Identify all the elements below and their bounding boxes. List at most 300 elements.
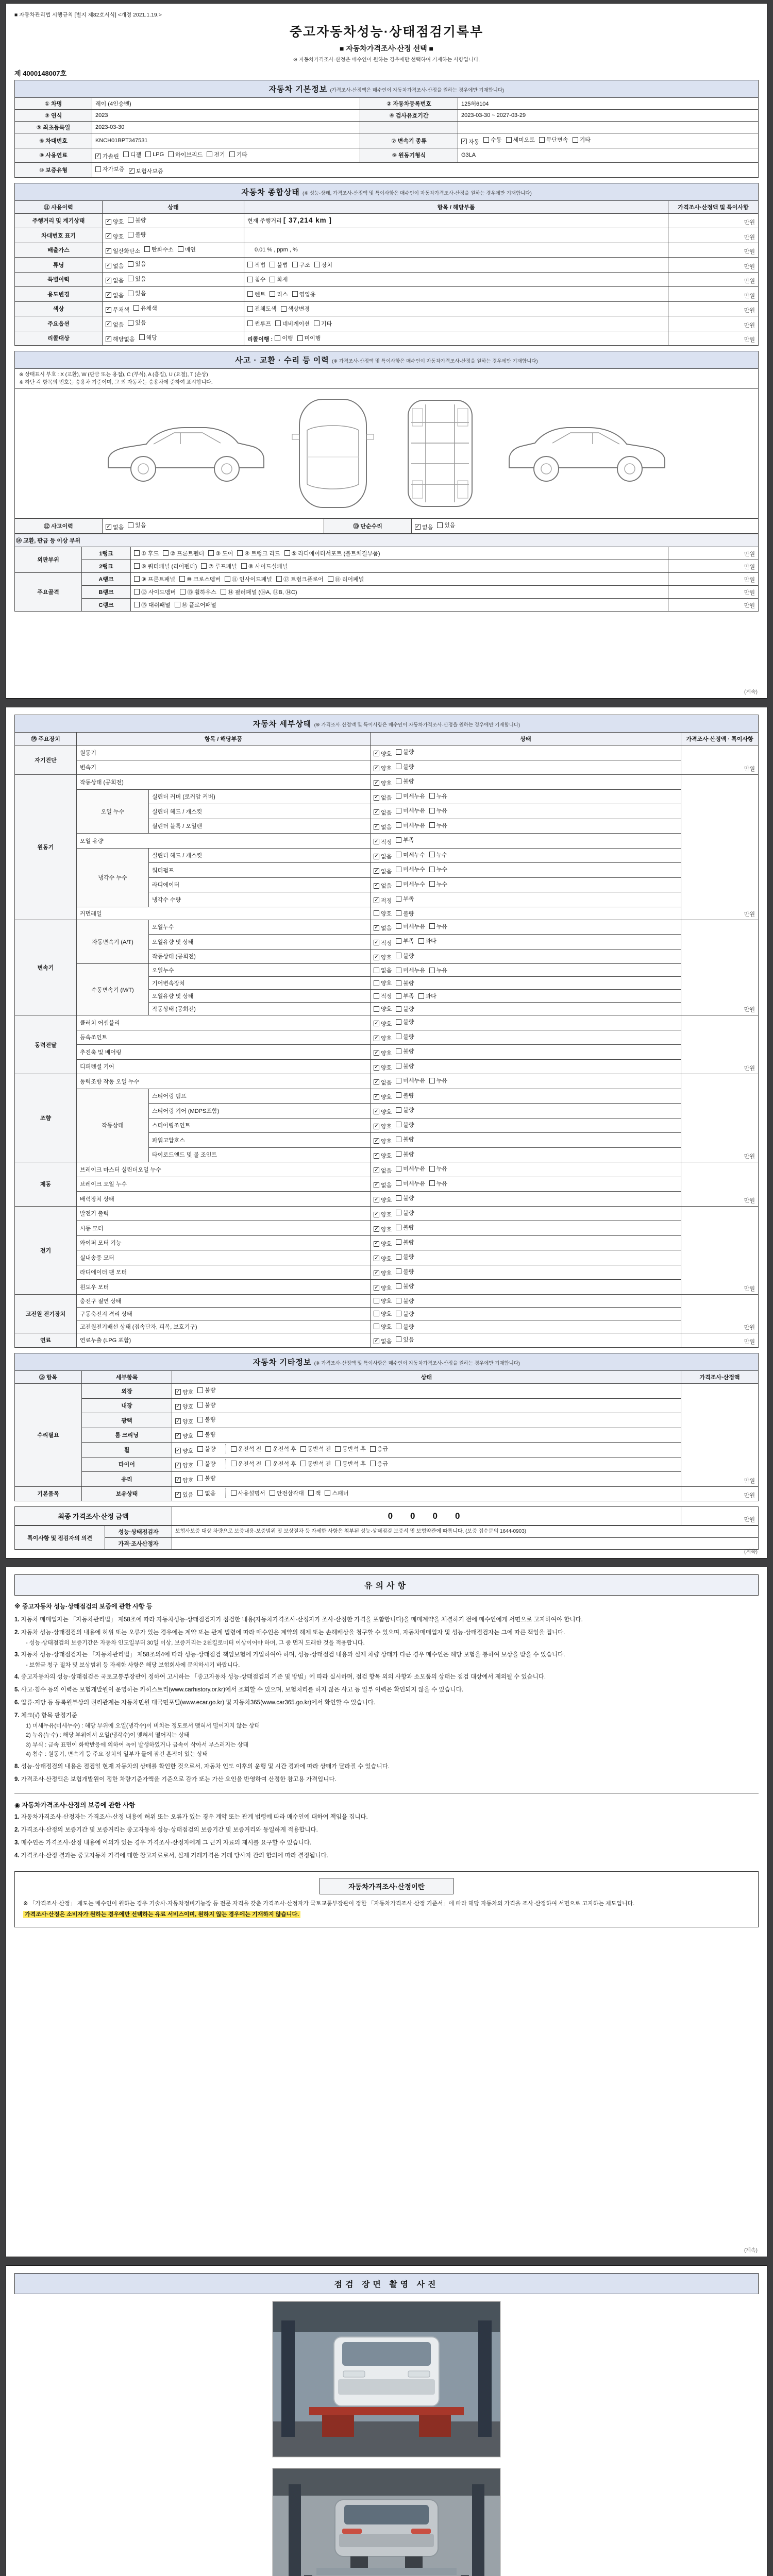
checkbox-label: 해당 xyxy=(146,334,157,341)
checkbox-option[interactable] xyxy=(123,150,141,159)
checkbox-option[interactable] xyxy=(396,1121,414,1129)
checkbox-label: 양호 xyxy=(381,1138,392,1145)
checkbox-label: 양호 xyxy=(381,1197,392,1204)
checkbox-option[interactable] xyxy=(197,1430,215,1438)
checkbox-box-icon xyxy=(396,1283,401,1289)
notes-warranty xyxy=(14,1793,759,1860)
checkbox-option[interactable] xyxy=(429,806,447,815)
checkbox-option[interactable] xyxy=(374,1122,392,1130)
checkbox-box-icon: ✓ xyxy=(374,1255,379,1261)
checkbox-option[interactable] xyxy=(396,992,414,1000)
checkbox-option[interactable] xyxy=(429,865,447,873)
checkbox-option[interactable] xyxy=(106,320,124,329)
item-cell: 오일누수 xyxy=(149,920,371,935)
checkbox-label: ⑬ 휠하우스 xyxy=(187,589,216,596)
column-header: 가격조사·산정액 xyxy=(681,1371,758,1384)
checkbox-option[interactable] xyxy=(128,318,146,327)
checkbox-option[interactable] xyxy=(134,562,197,570)
checkbox-option[interactable] xyxy=(139,333,157,342)
checkbox-option[interactable] xyxy=(418,937,436,945)
checkbox-option[interactable] xyxy=(506,135,535,144)
status-cell xyxy=(172,1486,681,1501)
item-cell: 발전기 출력 xyxy=(77,1206,371,1221)
device-label: 연료 xyxy=(15,1333,77,1348)
checkbox-option[interactable] xyxy=(180,588,216,596)
checkbox-option[interactable] xyxy=(415,523,433,531)
checkbox-option[interactable] xyxy=(95,152,119,160)
checkbox-option[interactable] xyxy=(175,1476,193,1484)
checkbox-option[interactable] xyxy=(374,1063,392,1072)
checkbox-option[interactable] xyxy=(396,1164,425,1173)
checkbox-box-icon: ✓ xyxy=(374,838,379,844)
checkbox-option[interactable] xyxy=(168,150,203,159)
checkbox-label: 불량 xyxy=(403,1311,414,1317)
checkbox-option[interactable] xyxy=(374,867,392,875)
checkbox-option[interactable] xyxy=(106,291,124,299)
checkbox-option[interactable] xyxy=(275,319,310,328)
checkbox-label: ⑪ 인사이드패널 xyxy=(232,576,272,583)
checkbox-option[interactable] xyxy=(134,549,159,557)
checkbox-option[interactable] xyxy=(374,1137,392,1145)
checkbox-option[interactable] xyxy=(374,823,392,831)
checkbox-option[interactable] xyxy=(197,1386,215,1394)
checkbox-option[interactable] xyxy=(429,851,447,859)
checkbox-option[interactable] xyxy=(175,1461,193,1469)
checkbox-option[interactable] xyxy=(396,836,414,844)
checkbox-option[interactable] xyxy=(370,1445,388,1453)
field-value xyxy=(92,148,360,163)
checkbox-option[interactable] xyxy=(247,261,265,269)
checkbox-option[interactable] xyxy=(374,1323,392,1331)
checkbox-option[interactable] xyxy=(247,304,277,313)
checkbox-box-icon xyxy=(247,262,253,267)
checkbox-option[interactable] xyxy=(281,304,310,313)
checkbox-option[interactable] xyxy=(175,1490,193,1499)
checkbox-label: 기타 xyxy=(321,320,332,327)
mileage-value: [ 37,214 km ] xyxy=(283,216,332,225)
checkbox-option[interactable] xyxy=(374,1337,392,1345)
document-number: 제 4000148007호 xyxy=(14,70,67,77)
checkbox-option[interactable] xyxy=(539,135,568,144)
checkbox-option[interactable] xyxy=(396,1238,414,1246)
checkbox-option[interactable] xyxy=(284,549,380,557)
checkbox-option[interactable] xyxy=(374,1034,392,1042)
checkbox-label: 불량 xyxy=(403,1298,414,1304)
panel-parts xyxy=(131,560,668,572)
checkbox-option[interactable] xyxy=(314,261,332,269)
checkbox-option[interactable] xyxy=(374,838,392,846)
checkbox-label: 운전석 전 xyxy=(238,1446,262,1452)
device-label: 자기진단 xyxy=(15,745,77,775)
checkbox-option[interactable] xyxy=(374,939,392,947)
checkbox-option[interactable] xyxy=(178,245,196,253)
checkbox-option[interactable] xyxy=(175,601,216,609)
usage-history-label: 리콜대상 xyxy=(15,331,103,346)
checkbox-box-icon: ✓ xyxy=(374,1182,379,1188)
checkbox-option[interactable] xyxy=(270,261,288,269)
checkbox-option[interactable] xyxy=(106,335,135,343)
checkbox-option[interactable] xyxy=(396,1047,414,1055)
checkbox-box-icon xyxy=(134,550,140,556)
warranty-title: ◉ 자동차가격조사·산정의 보증에 관한 사항 xyxy=(14,1793,759,1809)
device-label: 동력전달 xyxy=(15,1015,77,1074)
status-cell xyxy=(371,1177,681,1192)
checkbox-option[interactable] xyxy=(374,979,392,987)
checkbox-option[interactable] xyxy=(429,821,447,829)
checkbox-option[interactable] xyxy=(396,1267,414,1276)
checkbox-label: 디젤 xyxy=(130,151,142,158)
checkbox-option[interactable] xyxy=(175,1447,193,1455)
checkbox-option[interactable] xyxy=(374,882,392,890)
status-cell xyxy=(371,760,681,775)
checkbox-label: 없음 xyxy=(422,524,433,531)
checkbox-option[interactable] xyxy=(374,924,392,932)
checkbox-box-icon xyxy=(175,602,180,607)
checkbox-option[interactable] xyxy=(335,1460,366,1468)
checkbox-option[interactable] xyxy=(208,549,233,557)
status-cell xyxy=(371,1250,681,1265)
checkbox-option[interactable] xyxy=(396,1179,425,1188)
checkbox-box-icon xyxy=(314,262,320,267)
checkbox-option[interactable] xyxy=(374,1284,392,1292)
checkbox-option[interactable] xyxy=(396,821,425,829)
checkbox-label: 불량 xyxy=(403,953,414,959)
checkbox-option[interactable] xyxy=(144,245,174,253)
checkbox-box-icon xyxy=(134,576,140,582)
checkbox-option[interactable] xyxy=(328,575,364,583)
checkbox-option[interactable] xyxy=(197,1460,215,1468)
checkbox-option[interactable] xyxy=(396,851,425,859)
checkbox-option[interactable] xyxy=(429,880,447,888)
checkbox-option[interactable] xyxy=(106,262,124,270)
checkbox-option[interactable] xyxy=(396,1282,414,1290)
checkbox-box-icon xyxy=(145,151,151,157)
checkbox-option[interactable] xyxy=(197,1489,215,1497)
checkbox-option[interactable] xyxy=(374,1020,392,1028)
checkbox-option[interactable] xyxy=(335,1445,366,1453)
emission-values: 0.01 % , ppm , % xyxy=(255,247,298,253)
checkbox-option[interactable] xyxy=(106,306,129,314)
checkbox-label: 미세누수 xyxy=(403,867,425,873)
status-cell xyxy=(371,1015,681,1030)
checkbox-option[interactable] xyxy=(275,334,293,342)
checkbox-option[interactable] xyxy=(429,966,447,974)
checkbox-option[interactable] xyxy=(429,922,447,930)
checkbox-option[interactable] xyxy=(483,135,501,144)
field-value xyxy=(92,163,759,178)
checkbox-box-icon xyxy=(396,881,401,887)
checkbox-option[interactable] xyxy=(396,1032,414,1041)
checkbox-box-icon xyxy=(128,291,133,296)
field-label: ⑩ 보증유형 xyxy=(15,163,92,178)
checkbox-option[interactable] xyxy=(396,792,425,800)
checkbox-option[interactable] xyxy=(396,922,425,930)
checkbox-option[interactable] xyxy=(128,216,146,224)
checkbox-option[interactable] xyxy=(374,896,392,905)
checkbox-option[interactable] xyxy=(396,1297,414,1305)
column-header: 상태 xyxy=(371,733,681,745)
status-cell xyxy=(172,1413,681,1428)
checkbox-option[interactable] xyxy=(175,1402,193,1411)
checkbox-option[interactable] xyxy=(231,1445,262,1453)
checkbox-option[interactable] xyxy=(374,1151,392,1160)
checkbox-option[interactable] xyxy=(106,247,140,255)
checkbox-option[interactable] xyxy=(276,575,324,583)
checkbox-option[interactable] xyxy=(396,894,414,903)
checkbox-option[interactable] xyxy=(374,1181,392,1189)
checkbox-option[interactable] xyxy=(374,750,392,758)
checkbox-option[interactable] xyxy=(247,290,265,298)
checkbox-option[interactable] xyxy=(396,937,414,945)
checkbox-option[interactable] xyxy=(314,319,332,328)
checkbox-option[interactable] xyxy=(128,230,146,239)
checkbox-option[interactable] xyxy=(374,1049,392,1057)
price-cell: 만원 xyxy=(668,258,758,273)
checkbox-box-icon xyxy=(429,793,435,799)
checkbox-option[interactable] xyxy=(396,1150,414,1158)
checkbox-option[interactable] xyxy=(197,1445,215,1453)
checkbox-option[interactable] xyxy=(418,992,436,1000)
checkbox-option[interactable] xyxy=(292,290,316,298)
status-cell xyxy=(371,789,681,804)
checkbox-option[interactable] xyxy=(163,549,204,557)
checkbox-box-icon xyxy=(197,1431,203,1437)
etc-item-label: 룸 크리닝 xyxy=(82,1428,172,1443)
status-cell xyxy=(371,1030,681,1045)
checkbox-option[interactable] xyxy=(396,1194,414,1202)
checkbox-option[interactable] xyxy=(396,1310,414,1318)
checkbox-option[interactable] xyxy=(396,1106,414,1114)
checkbox-option[interactable] xyxy=(396,762,414,771)
checkbox-box-icon xyxy=(429,923,435,929)
checkbox-option[interactable] xyxy=(374,852,392,860)
field-value: G3LA xyxy=(458,148,759,163)
checkbox-option[interactable] xyxy=(325,1489,348,1497)
checkbox-option[interactable] xyxy=(231,1460,262,1468)
checkbox-label: ⑧ 사이드실패널 xyxy=(248,563,288,570)
appraiser-label: 가격·조사산정자 xyxy=(105,1538,172,1550)
checkbox-option[interactable] xyxy=(396,1062,414,1070)
checkbox-option[interactable] xyxy=(241,562,288,570)
checkbox-option[interactable] xyxy=(374,1108,392,1116)
checkbox-label: 불량 xyxy=(403,1137,414,1143)
checkbox-option[interactable] xyxy=(374,1166,392,1175)
checkbox-label: 없음 xyxy=(381,854,392,860)
checkbox-option[interactable] xyxy=(374,1005,392,1013)
checkbox-option[interactable] xyxy=(374,1093,392,1101)
checkbox-option[interactable] xyxy=(396,1252,414,1261)
checkbox-label: 양호 xyxy=(381,1298,392,1304)
checkbox-option[interactable] xyxy=(237,549,280,557)
checkbox-box-icon: ✓ xyxy=(129,167,134,174)
checkbox-option[interactable] xyxy=(396,952,414,960)
column-header: ⑯ 항목 xyxy=(15,1371,82,1384)
checkbox-option[interactable] xyxy=(374,793,392,802)
checkbox-option[interactable] xyxy=(201,562,237,570)
checkbox-option[interactable] xyxy=(396,1335,414,1344)
checkbox-option[interactable] xyxy=(300,1460,331,1468)
checkbox-label: 과다 xyxy=(425,993,436,999)
checkbox-option[interactable] xyxy=(374,1240,392,1248)
checkbox-option[interactable] xyxy=(133,304,157,312)
checkbox-option[interactable] xyxy=(374,1310,392,1318)
checkbox-option[interactable] xyxy=(374,1269,392,1277)
checkbox-option[interactable] xyxy=(396,1005,414,1013)
checkbox-option[interactable] xyxy=(145,151,164,158)
device-label: 전기 xyxy=(15,1206,77,1294)
checkbox-label: 불량 xyxy=(403,1122,414,1128)
checkbox-option[interactable] xyxy=(134,601,171,609)
checkbox-option[interactable] xyxy=(374,1255,392,1263)
checkbox-option[interactable] xyxy=(396,880,425,888)
checkbox-option[interactable] xyxy=(95,165,125,173)
notes-lead: ※ 중고자동차 성능·상태점검의 보증에 관한 사항 등 xyxy=(14,1603,153,1610)
checkbox-option[interactable] xyxy=(128,275,146,283)
checkbox-label: ⑨ 프론트패널 xyxy=(141,576,176,583)
checkbox-label: 양호 xyxy=(381,1241,392,1247)
checkbox-option[interactable] xyxy=(573,135,591,144)
checkbox-option[interactable] xyxy=(229,150,247,159)
checkbox-option[interactable] xyxy=(396,748,414,756)
definition-line: ※ 「가격조사·산정」 제도는 매수인이 원하는 경우 기술사·자동차정비기능장 등 전문 자격을 갖춘 가격조사·산정자가 국토교통부장관이 정한 「자동차가격조사·산정 기준서」에 따라 해당 자동차의 가격을 조사·산정하여 서면으로 고지하는 제도입니다. xyxy=(23,1900,635,1907)
status-cell xyxy=(103,243,244,258)
checkbox-option[interactable] xyxy=(297,334,321,342)
status-cell xyxy=(371,848,681,863)
checkbox-option[interactable] xyxy=(396,777,414,785)
checkbox-option[interactable] xyxy=(179,575,221,583)
checkbox-option[interactable] xyxy=(175,1432,193,1440)
checkbox-option[interactable] xyxy=(396,1223,414,1231)
checkbox-option[interactable] xyxy=(106,276,124,284)
checkbox-option[interactable] xyxy=(374,764,392,772)
checkbox-label: 양호 xyxy=(381,1094,392,1100)
field-label xyxy=(360,122,458,133)
checkbox-option[interactable] xyxy=(270,275,288,283)
checkbox-option[interactable] xyxy=(370,1460,388,1468)
checkbox-option[interactable] xyxy=(308,1489,321,1497)
checkbox-label: 스패너 xyxy=(332,1490,349,1497)
price-cell: 만원 xyxy=(681,745,759,775)
checkbox-option[interactable] xyxy=(175,1388,193,1396)
status-cell xyxy=(371,1147,681,1162)
checkbox-option[interactable] xyxy=(374,909,392,918)
checkbox-option[interactable] xyxy=(270,290,288,298)
checkbox-option[interactable] xyxy=(396,966,425,974)
checkbox-option[interactable] xyxy=(374,1297,392,1305)
checkbox-label: 동반석 후 xyxy=(342,1461,366,1467)
checkbox-option[interactable] xyxy=(265,1460,296,1468)
checkbox-option[interactable] xyxy=(396,806,425,815)
checkbox-option[interactable] xyxy=(292,261,310,269)
definition-box-body xyxy=(23,1900,750,1920)
status-cell xyxy=(371,819,681,834)
checkbox-option[interactable] xyxy=(396,909,414,918)
checkbox-option[interactable] xyxy=(374,1078,392,1087)
field-label: ① 차명 xyxy=(15,98,92,110)
checkbox-option[interactable] xyxy=(247,319,271,328)
checkbox-option[interactable] xyxy=(396,1091,414,1099)
checkbox-option[interactable] xyxy=(374,966,392,974)
checkbox-option[interactable] xyxy=(128,260,146,268)
column-header: ⑪ 사용이력 xyxy=(15,200,103,213)
checkbox-label: 침수 xyxy=(255,277,266,283)
checkbox-option[interactable] xyxy=(300,1445,331,1453)
checkbox-box-icon xyxy=(133,305,139,311)
checkbox-option[interactable] xyxy=(374,992,392,1000)
etc-item-label: 보유상태 xyxy=(82,1486,172,1501)
checkbox-option[interactable] xyxy=(374,1196,392,1204)
checkbox-box-icon xyxy=(128,261,133,267)
checkbox-option[interactable] xyxy=(396,1135,414,1143)
checkbox-box-icon xyxy=(506,137,512,143)
checkbox-option[interactable] xyxy=(231,1489,265,1497)
checkbox-label: 부족 xyxy=(403,993,414,999)
checkbox-option[interactable] xyxy=(374,1210,392,1218)
checkbox-option[interactable] xyxy=(270,1489,304,1497)
checkbox-label: ⑯ 플로어패널 xyxy=(181,602,216,608)
checkbox-box-icon: ✓ xyxy=(415,523,420,530)
checkbox-option[interactable] xyxy=(374,1225,392,1233)
checkbox-option[interactable] xyxy=(429,1164,447,1173)
checkbox-option[interactable] xyxy=(106,523,124,531)
checkbox-option[interactable] xyxy=(128,289,146,297)
checkbox-option[interactable] xyxy=(207,150,225,159)
checkbox-option[interactable] xyxy=(374,953,392,961)
checkbox-option[interactable] xyxy=(396,1209,414,1217)
checkbox-option[interactable] xyxy=(396,1076,425,1084)
checkbox-option[interactable] xyxy=(134,588,176,596)
checkbox-option[interactable] xyxy=(247,275,265,283)
checkbox-option[interactable] xyxy=(128,521,146,529)
checkbox-option[interactable] xyxy=(396,1323,414,1331)
checkbox-option[interactable] xyxy=(106,232,124,241)
checkbox-option[interactable] xyxy=(129,167,163,175)
checkbox-option[interactable] xyxy=(374,779,392,787)
appraiser-opinion-text xyxy=(172,1538,759,1550)
item-cell: 충전구 절연 상태 xyxy=(77,1294,371,1307)
checkbox-option[interactable] xyxy=(437,521,455,529)
item-cell: 워터펌프 xyxy=(149,863,371,878)
checkbox-box-icon: ✓ xyxy=(106,262,111,268)
checkbox-option[interactable] xyxy=(396,865,425,873)
checkbox-label: 양호 xyxy=(381,1036,392,1042)
checkbox-label: 동반석 후 xyxy=(342,1446,366,1452)
item-cell: 오일유량 및 상태 xyxy=(149,935,371,950)
checkbox-option[interactable] xyxy=(221,588,297,596)
checkbox-option[interactable] xyxy=(106,217,124,226)
price-cell: 만원 xyxy=(681,1015,759,1074)
rank-label: B랭크 xyxy=(82,585,131,598)
checkbox-option[interactable] xyxy=(134,575,175,583)
checkbox-label: 적법 xyxy=(255,262,266,268)
checkbox-option[interactable] xyxy=(265,1445,296,1453)
etc-group-label: 수리필요 xyxy=(15,1384,82,1487)
checkbox-option[interactable] xyxy=(175,1417,193,1426)
checkbox-option[interactable] xyxy=(197,1474,215,1482)
checkbox-option[interactable] xyxy=(197,1415,215,1423)
checkbox-option[interactable] xyxy=(197,1401,215,1409)
checkbox-option[interactable] xyxy=(225,575,272,583)
checkbox-box-icon xyxy=(231,1461,237,1466)
checkbox-box-icon xyxy=(128,276,133,281)
checkbox-option[interactable] xyxy=(429,792,447,800)
checkbox-option[interactable] xyxy=(374,808,392,817)
checkbox-option[interactable] xyxy=(461,138,479,146)
checkbox-option[interactable] xyxy=(396,979,414,987)
checkbox-option[interactable] xyxy=(396,1018,414,1026)
checkbox-option[interactable] xyxy=(429,1179,447,1188)
checkbox-option[interactable] xyxy=(429,1076,447,1084)
